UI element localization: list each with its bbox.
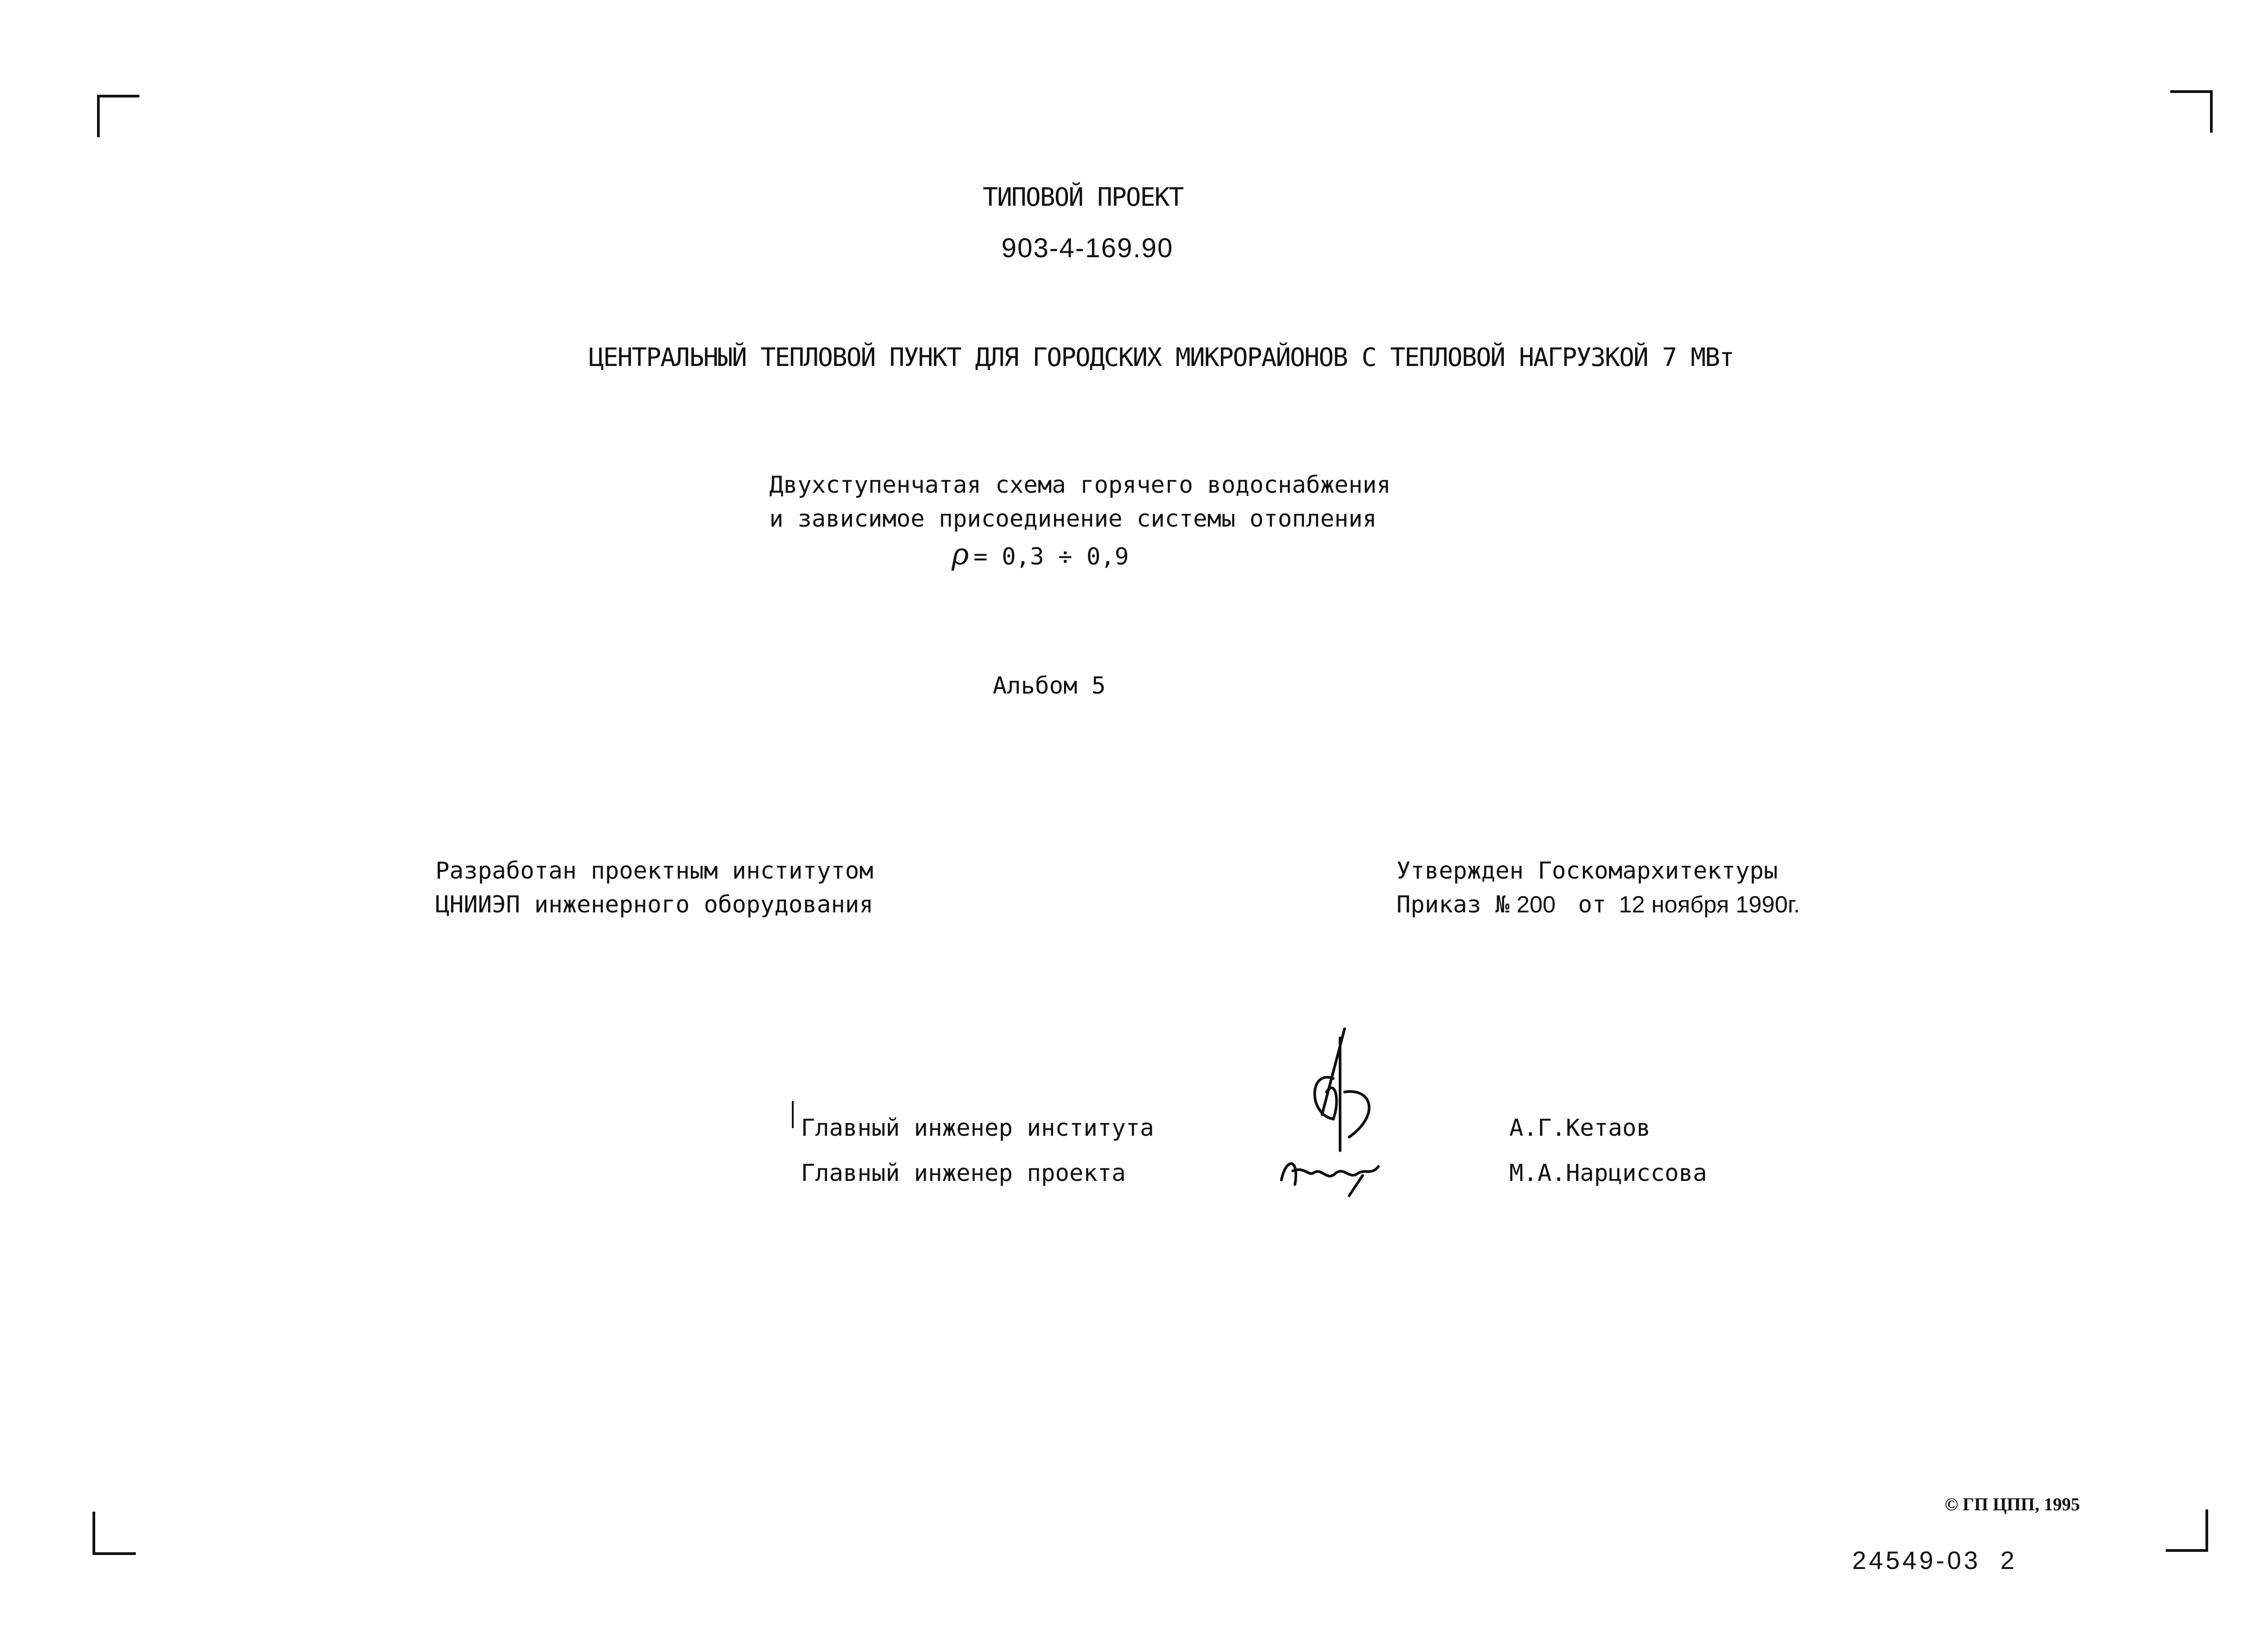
sheet-number: 2 [2000,1546,2015,1574]
album-label: Альбом 5 [993,672,1106,699]
order-date: 12 ноября 1990г. [1618,892,1800,918]
name-ketaov: А.Г.Кетаов [1509,1115,1651,1142]
corner-mark-top-right [2170,90,2213,133]
developer-line-1: Разработан проектным институтом [435,857,874,884]
signature-2-stroke [1281,1164,1378,1196]
corner-mark-top-left [97,95,139,137]
corner-mark-bottom-right [2166,1509,2208,1552]
order-label: Приказ № [1396,891,1510,918]
order-number: 200 [1516,892,1556,918]
scheme-line-2: и зависимое присоединение системы отопления [769,505,1377,532]
approval-line-1: Утвержден Госкомархитектуры [1396,857,1778,884]
signature-2 [1272,1148,1390,1198]
rho-range [952,537,1129,571]
role-chief-engineer-project: Главный инженер проекта [801,1160,1126,1187]
inventory-number [1852,1546,2014,1575]
rho-symbol: ρ [952,537,969,571]
tick-mark [792,1101,794,1128]
role-chief-engineer-institute: Главный инженер института [801,1115,1154,1142]
developer-line-2: ЦНИИЭП инженерного оборудования [435,891,874,918]
order-from: от [1578,891,1607,918]
signature-1 [1290,1024,1399,1160]
copyright: © ГП ЦПП, 1995 [1945,1494,2080,1514]
rho-value: = 0,3 ÷ 0,9 [973,543,1129,570]
doc-number: 903-4-169.90 [1001,233,1174,263]
scheme-line-1: Двухступенчатая схема горячего водоснабжения [769,472,1391,499]
inventory-code: 24549-03 [1852,1546,1981,1574]
signature-1-stroke-b [1340,1038,1369,1151]
approval-order [1396,891,1800,918]
doc-type: ТИПОВОЙ ПРОЕКТ [982,183,1183,212]
document-title: ЦЕНТРАЛЬНЫЙ ТЕПЛОВОЙ ПУНКТ ДЛЯ ГОРОДСКИХ МИКРОРАЙОНОВ С ТЕПЛОВОЙ НАГРУЗКОЙ 7 МВт [589,343,1734,372]
name-nartsissova: М.А.Нарциссова [1509,1160,1707,1187]
corner-mark-bottom-left [92,1512,136,1555]
